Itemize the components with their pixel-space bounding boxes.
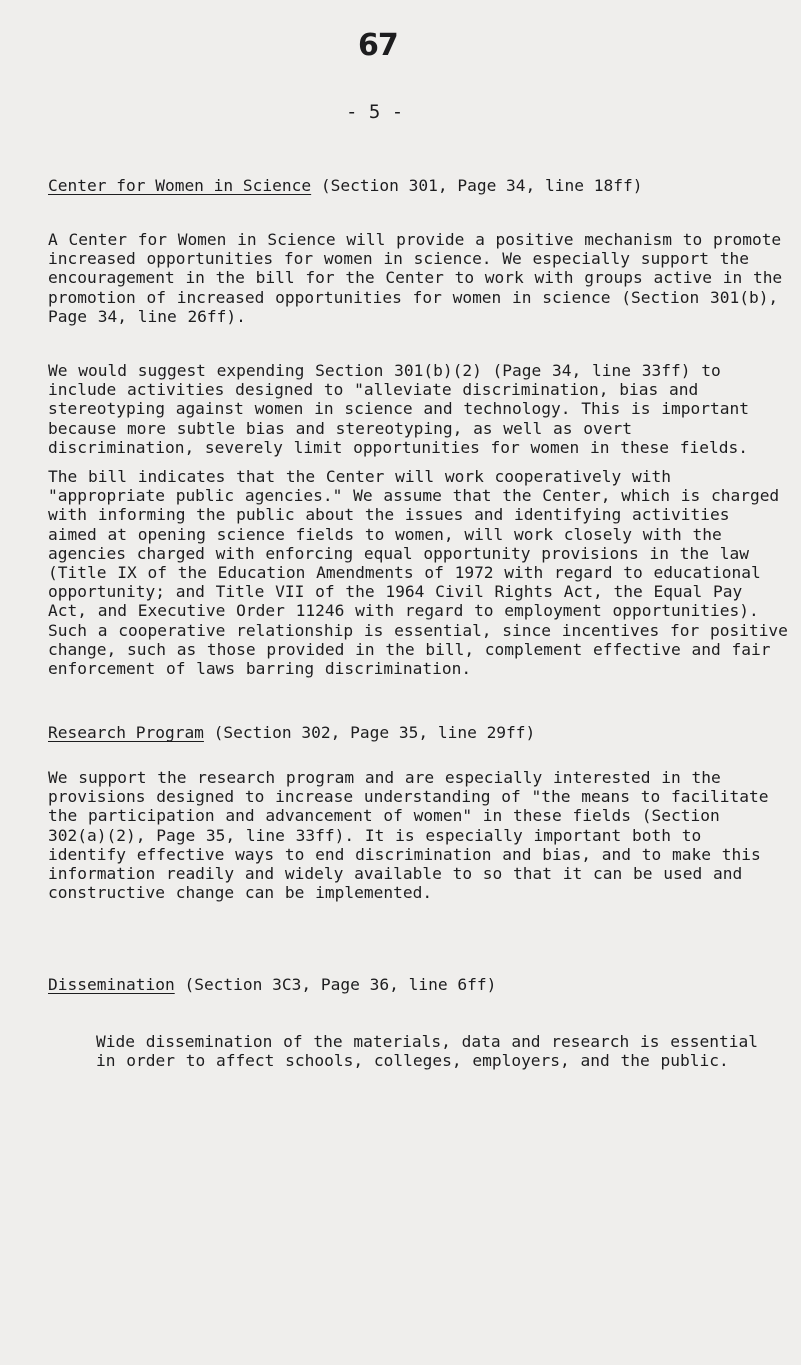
paragraph-text: Wide dissemination of the materials, data and research is essential in order to affect schools, colleges, employers, and the public.	[96, 1032, 758, 1071]
section-center-for-women	[48, 176, 788, 196]
paragraph-text: A Center for Women in Science will provide a positive mechanism to promote increased opportunities for women in science. We especially support the encouragement in the bill for the Center to work with groups active in the promotion of increased opportunities for women in science (Section 301(b), Page 34, line 26ff).	[48, 230, 783, 326]
paragraph	[48, 361, 788, 457]
paragraph	[48, 467, 788, 678]
section-heading	[48, 723, 788, 743]
stamped-page-number: 67	[358, 28, 398, 63]
section-heading-reference: (Section 301, Page 34, line 18ff)	[311, 176, 643, 195]
section-heading	[48, 975, 788, 995]
section-heading-title: Research Program	[48, 723, 204, 742]
paragraph	[48, 1032, 788, 1070]
paragraph-text: The bill indicates that the Center will work cooperatively with "appropriate public agencies." We assume that the Center, which is charged with informing the public about the issues and identifying activities aimed at opening science fields to women, will work closely with the agencies charged with enforcing equal opportunity provisions in the law (Title IX of the Education Amendments of 1972 with regard to educational opportunity; and Title VII of the 1964 Civil Rights Act, the Equal Pay Act, and Executive Order 11246 with regard to employment opportunities). Such a cooperative relationship is essential, since incentives for positive change, such as those provided in the bill, complement effective and fair enforcement of laws barring discrimination.	[48, 467, 788, 679]
section-research-program	[48, 723, 788, 743]
section-heading-reference: (Section 3C3, Page 36, line 6ff)	[174, 975, 497, 994]
section-dissemination	[48, 975, 788, 995]
section-heading-title: Center for Women in Science	[48, 176, 312, 195]
paragraph-text: We support the research program and are especially interested in the provisions designed to increase understanding of "the means to facilitate the participation and advancement of women" in these fields (Section 302(a)(2), Page 35, line 33ff). It is especially important both to identify effective ways to end discrimination and bias, and to make this information readily and widely available to so that it can be used and constructive change can be implemented.	[48, 768, 769, 903]
paragraph	[48, 230, 788, 326]
section-heading-reference: (Section 302, Page 35, line 29ff)	[203, 723, 536, 742]
paragraph	[48, 768, 788, 902]
section-heading-title: Dissemination	[48, 975, 175, 994]
page-number: - 5 -	[346, 101, 404, 123]
paragraph-text: We would suggest expending Section 301(b)(2) (Page 34, line 33ff) to include activities designed to "alleviate discrimination, bias and stereotyping against women in science and technology. This is important because more subtle bias and stereotyping, as well as overt discrimination, severely limit opportunities for women in these fields.	[48, 361, 749, 457]
section-heading	[48, 176, 788, 196]
